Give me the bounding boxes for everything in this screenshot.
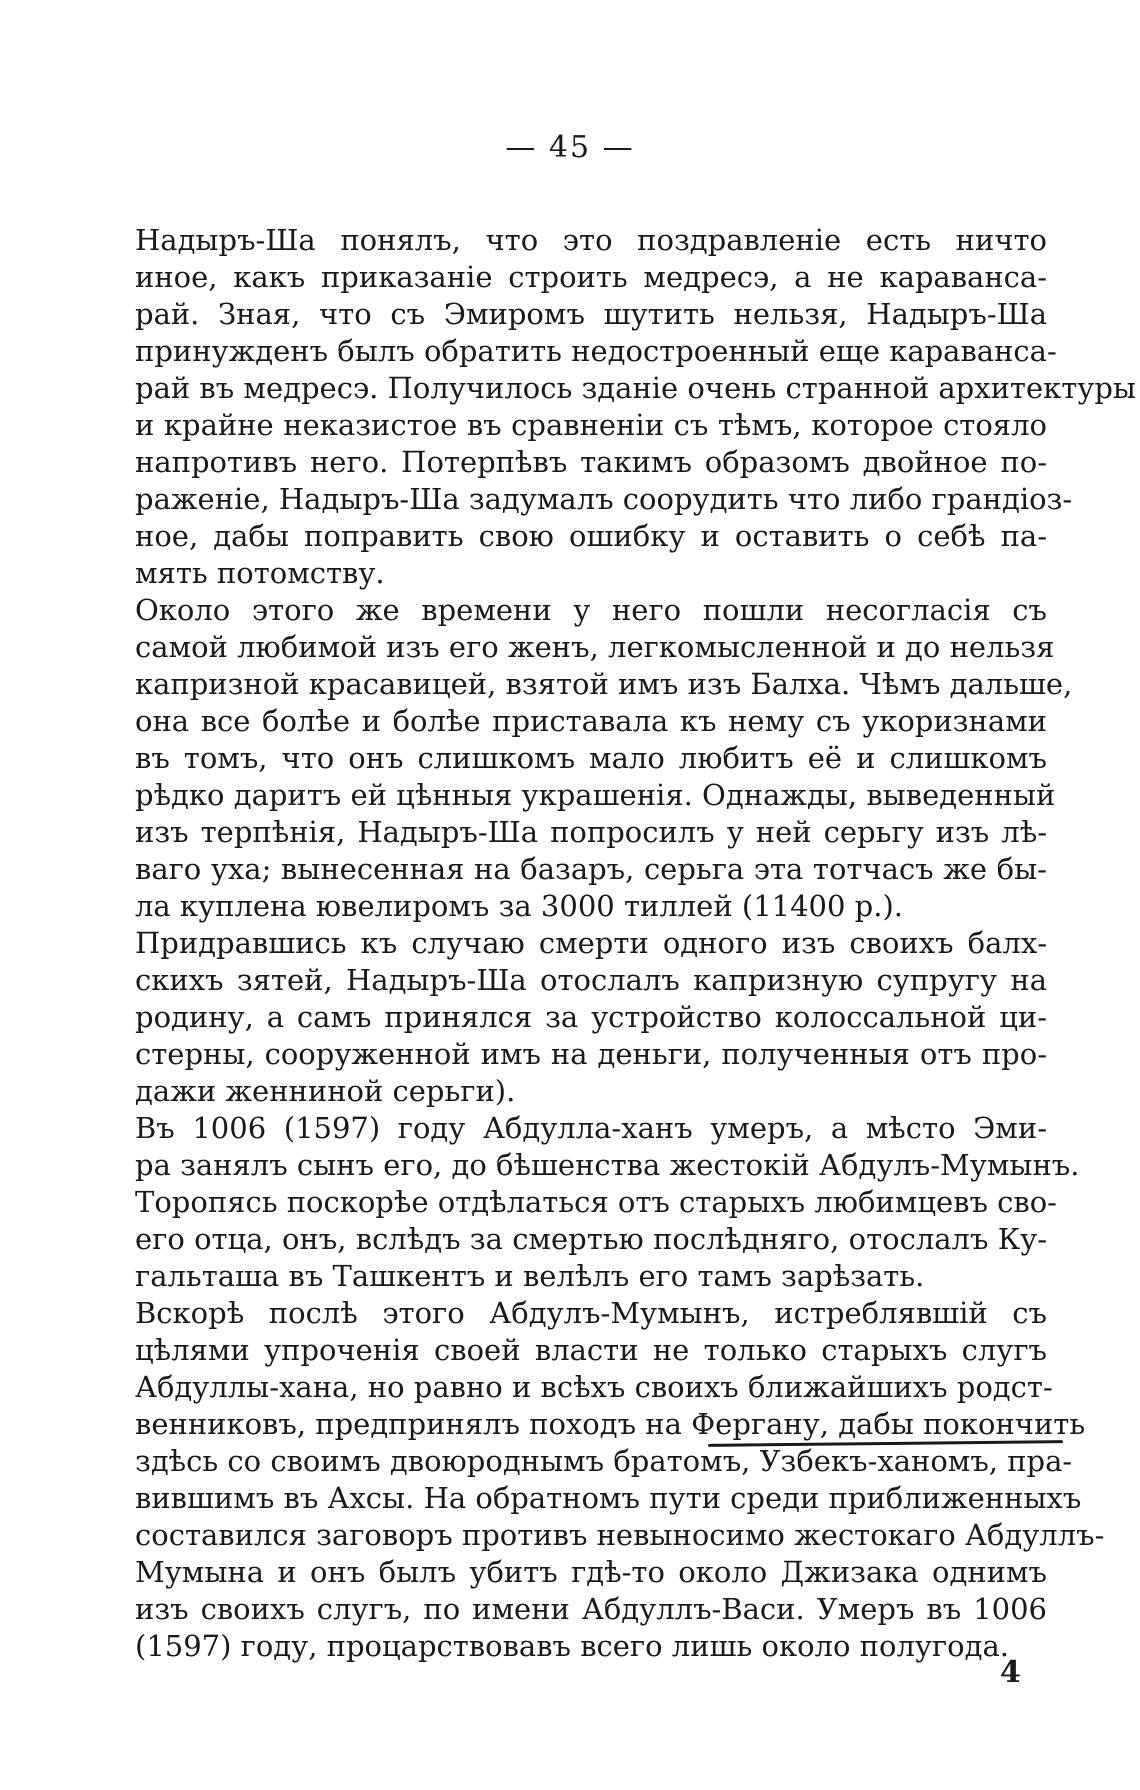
text-line: скихъ зятей, Надыръ-Ша отослалъ капризную супругу на (135, 963, 1047, 997)
text-line: самой любимой изъ его женъ, легкомысленной и до нельзя (135, 630, 1055, 664)
text-line: раженіе, Надыръ-Ша задумалъ соорудить что либо грандіоз- (135, 482, 1073, 516)
text-line: изъ терпѣнія, Надыръ-Ша попросилъ у ней серьгу изъ лѣ- (135, 815, 1047, 849)
text-line: его отца, онъ, вслѣдъ за смертью послѣдняго, отослалъ Ку- (135, 1222, 1047, 1256)
text-line: рѣдко даритъ ей цѣнныя украшенія. Однажды, выведенный (135, 778, 1056, 812)
text-line: цѣлями упроченія своей власти не только старыхъ слугъ (135, 1333, 1047, 1367)
text-line: родину, а самъ принялся за устройство колоссальной ци- (135, 1000, 1047, 1034)
text-line: Въ 1006 (1597) году Абдулла-ханъ умеръ, а мѣсто Эми- (135, 1111, 1047, 1145)
text-line: напротивъ него. Потерпѣвъ такимъ образомъ двойное по- (135, 445, 1047, 479)
signature-mark: 4 (1000, 1655, 1021, 1690)
text-line: венниковъ, предпринялъ походъ на Фергану, дабы покончить (135, 1407, 1086, 1441)
text-line: изъ своихъ слугъ, по имени Абдуллъ-Васи. Умеръ въ 1006 (135, 1592, 1047, 1626)
text-line: ваго уха; вынесенная на базаръ, серьга эта тотчасъ же бы- (135, 852, 1047, 886)
text-line: Вскорѣ послѣ этого Абдулъ-Мумынъ, истреблявшій съ (135, 1296, 1047, 1330)
paragraph-4 (135, 1110, 1080, 1295)
text-line: рай. Зная, что съ Эмиромъ шутить нельзя, Надыръ-Ша (135, 297, 1047, 331)
text-line: ра занялъ сынъ его, до бѣшенства жестокій Абдулъ-Мумынъ. (135, 1148, 1080, 1182)
text-line: вившимъ въ Ахсы. На обратномъ пути среди приближенныхъ (135, 1481, 1082, 1515)
text-line: капризной красавицей, взятой имъ изъ Балха. Чѣмъ дальше, (135, 667, 1073, 701)
text-line: мять потомству. (135, 556, 385, 590)
body-text (135, 222, 1136, 1665)
text-line: и крайне неказистое въ сравненіи съ тѣмъ, которое стояло (135, 408, 1047, 442)
text-line: Придравшись къ случаю смерти одного изъ своихъ балх- (135, 926, 1047, 960)
text-line: дажи женниной серьги). (135, 1074, 516, 1108)
text-line: Надыръ-Ша понялъ, что это поздравленіе есть ничто (135, 223, 1047, 257)
text-line: гальташа въ Ташкентъ и велѣлъ его тамъ зарѣзать. (135, 1259, 925, 1293)
text-line: Мумына и онъ былъ убитъ гдѣ-то около Джизака однимъ (135, 1555, 1047, 1589)
paragraph-3 (135, 925, 1047, 1110)
text-line: принужденъ былъ обратить недостроенный еще каравансa- (135, 334, 1057, 368)
text-line: составился заговоръ противъ невыносимо жестокаго Абдуллъ- (135, 1518, 1105, 1552)
text-line: стерны, сооруженной имъ на деньги, полученныя отъ про- (135, 1037, 1047, 1071)
paragraph-5 (135, 1295, 1105, 1665)
text-line: рай въ медресэ. Получилось зданіе очень странной архитектуры (135, 371, 1136, 405)
text-line: она все болѣе и болѣе приставала къ нему съ укоризнами (135, 704, 1047, 738)
text-line: Торопясь поскорѣе отдѣлаться отъ старыхъ любимцевъ сво- (135, 1185, 1057, 1219)
text-line: ла куплена ювелиромъ за 3000 тиллей (11400 р.). (135, 889, 903, 923)
paragraph-1 (135, 222, 1136, 592)
text-line: Абдуллы-хана, но равно и всѣхъ своихъ ближайшихъ родст- (135, 1370, 1053, 1404)
text-line: здѣсь со своимъ двоюроднымъ братомъ, Узбекъ-ханомъ, пра- (135, 1444, 1073, 1478)
text-line: иное, какъ приказаніе строить медресэ, а не каравансa- (135, 260, 1047, 294)
text-line: Около этого же времени у него пошли несогласія съ (135, 593, 1047, 627)
text-line: (1597) году, процарствовавъ всего лишь около полугода. (135, 1629, 1009, 1663)
page-number: — 45 — (505, 130, 635, 165)
text-line: ное, дабы поправить свою ошибку и оставить о себѣ па- (135, 519, 1047, 553)
paragraph-2 (135, 592, 1073, 925)
text-line: въ томъ, что онъ слишкомъ мало любитъ её и слишкомъ (135, 741, 1047, 775)
